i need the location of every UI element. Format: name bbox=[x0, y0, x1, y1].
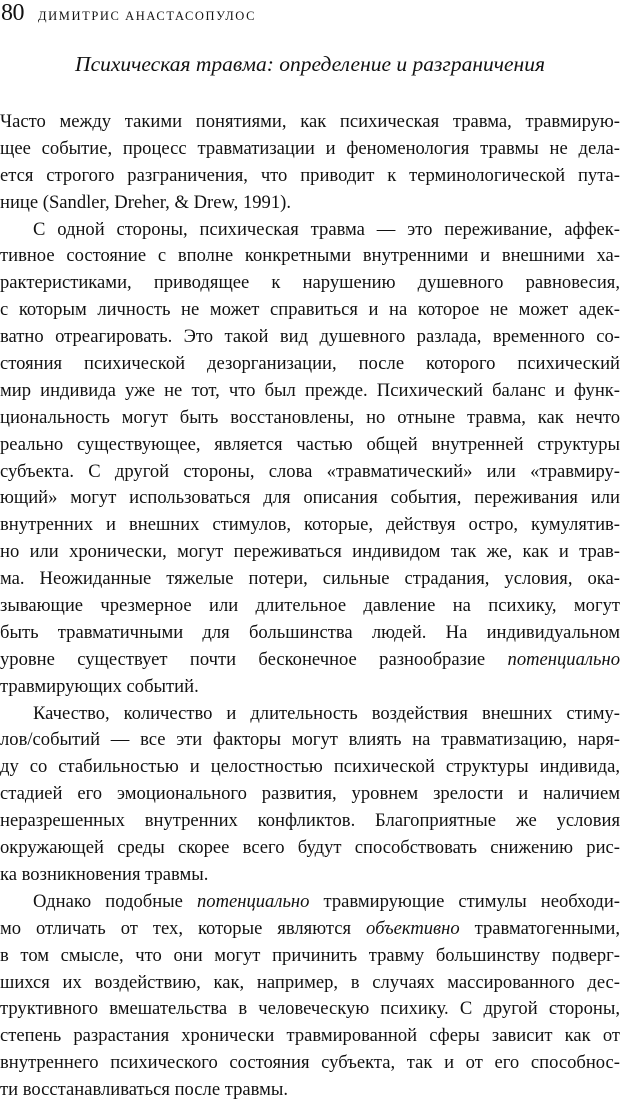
text-line: ющий» могут использоваться для описания события, переживания или bbox=[0, 487, 620, 509]
section-title: Психическая травма: определение и разграничения bbox=[75, 52, 545, 76]
running-head bbox=[1, 0, 256, 30]
text-line: тивное состояние с вполне конкретными внутренними и внешними ха- bbox=[0, 245, 620, 267]
text-line: зывающие чрезмерное или длительное давление на психику, могут bbox=[0, 595, 620, 617]
text-line: С одной стороны, психическая травма — это переживание, аффек- bbox=[33, 218, 620, 240]
text-line: с которым личность не может справиться и на которое не может адек- bbox=[0, 299, 620, 321]
text-line: мир индивида уже не тот, что был прежде. Психический баланс и функ- bbox=[0, 379, 620, 401]
text-line: стояния психической дезорганизации, после которого психический bbox=[0, 353, 620, 375]
emphasized-term: потенциально bbox=[507, 648, 620, 670]
text-line: ватно отреагировать. Это такой вид душевного разлада, временного со- bbox=[0, 326, 620, 348]
text-line: ти восстанавливаться после травмы. bbox=[0, 1079, 288, 1101]
text-line: труктивного вмешательства в человеческую психику. С другой стороны, bbox=[0, 998, 620, 1020]
paragraph bbox=[0, 701, 620, 889]
text-line: Качество, количество и длительность воздействия внешних стиму- bbox=[33, 702, 620, 724]
text-line: рактеристиками, приводящее к нарушению душевного равновесия, bbox=[0, 272, 620, 294]
text-line: шихся их воздействию, как, например, в случаях массированного дес- bbox=[0, 971, 620, 993]
text-line: неразрешенных внутренних конфликтов. Благоприятные же условия bbox=[0, 810, 620, 832]
text-line: ка возникновения травмы. bbox=[0, 863, 209, 885]
text-line: нице (Sandler, Dreher, & Drew, 1991). bbox=[0, 191, 291, 213]
text-line: Однако подобные потенциально травмирующие стимулы необходи- bbox=[33, 890, 620, 912]
text-line: уровне существует почти бесконечное разнообразие потенциально bbox=[0, 648, 620, 670]
emphasized-term: объективно bbox=[366, 917, 460, 939]
text-line: ма. Неожиданные тяжелые потери, сильные страдания, условия, ока- bbox=[0, 568, 620, 590]
text-line: щее событие, процесс травматизации и феноменология травмы не дела- bbox=[0, 137, 620, 159]
text-line: окружающей среды скорее всего будут способствовать снижению рис- bbox=[0, 837, 620, 859]
text-line: но или хронически, могут переживаться индивидом так же, как и трав- bbox=[0, 541, 620, 563]
text-line: Часто между такими понятиями, как психическая травма, травмирую- bbox=[0, 111, 620, 132]
text-line: степень разрастания хронически травмированной сферы зависит как от bbox=[0, 1025, 620, 1047]
text-line: в том смысле, что они могут причинить травму большинству подверг- bbox=[0, 944, 620, 966]
running-head-author: ДИМИТРИС АНАСТАСОПУЛОС bbox=[38, 9, 257, 23]
paragraph bbox=[0, 217, 620, 701]
text-line: внутреннего психического состояния субъекта, так и от его способнос- bbox=[0, 1052, 620, 1074]
text-line: травмирующих событий. bbox=[0, 675, 199, 697]
text-line: реально существующее, является частью общей внутренней структуры bbox=[0, 433, 620, 455]
page-number: 80 bbox=[1, 0, 24, 26]
text-line: быть травматичными для большинства людей. На индивидуальном bbox=[0, 621, 620, 643]
text-line: лов/событий — все эти факторы могут влиять на травматизацию, наря- bbox=[0, 729, 620, 751]
paragraph bbox=[0, 109, 620, 217]
text-line: внутренних и внешних стимулов, которые, действуя остро, кумулятив- bbox=[0, 514, 620, 536]
emphasized-term: потенциально bbox=[196, 890, 310, 912]
text-line: субъекта. С другой стороны, слова «травматический» или «травмиру- bbox=[0, 460, 620, 482]
text-line: ду со стабильностью и целостностью психической структуры индивида, bbox=[0, 756, 620, 778]
text-line: мо отличать от тех, которые являются объективно травматогенными, bbox=[0, 917, 620, 939]
body-text bbox=[0, 109, 620, 1104]
text-line: циональность могут быть восстановлены, но отныне травма, как нечто bbox=[0, 406, 620, 428]
text-line: ется строгого разграничения, что приводит к терминологической пута- bbox=[0, 164, 620, 186]
text-line: стадией его эмоционального развития, уровнем зрелости и наличием bbox=[0, 783, 620, 805]
paragraph bbox=[0, 889, 620, 1104]
